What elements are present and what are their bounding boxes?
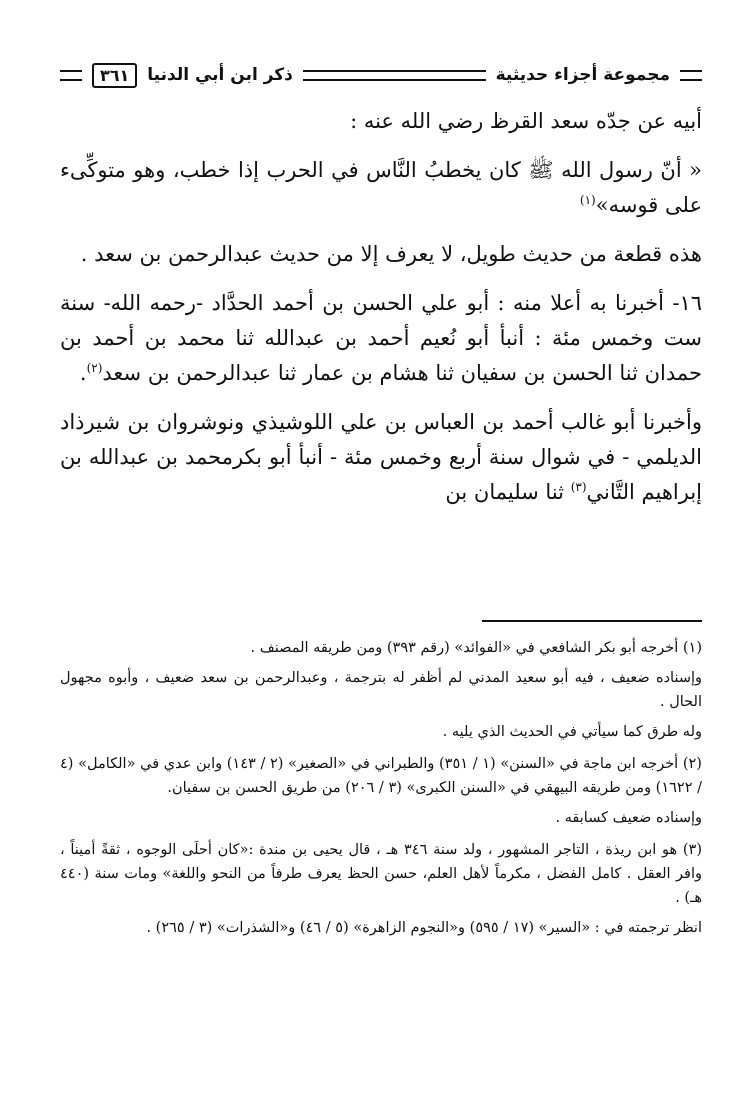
main-text xyxy=(60,104,702,510)
header-rule-right xyxy=(680,70,702,81)
commentary-paragraph: هذه قطعة من حديث طويل، لا يعرف إلا من حديث عبدالرحمن بن سعد . xyxy=(80,242,702,266)
running-header xyxy=(60,58,702,92)
page-number: ٣٦١ xyxy=(92,63,137,88)
footnote-item: وإسناده ضعيف ، فيه أبو سعيد المدني لم أظفر له بترجمة ، وعبدالرحمن بن سعد ضعيف ، وأبوه مجهول الحال . xyxy=(60,670,702,710)
hadith-quote xyxy=(60,153,702,223)
period: . xyxy=(79,361,87,385)
text-line: أبيه عن جدّه سعد القرظ رضي الله عنه : xyxy=(350,109,702,133)
chapter-title: ذكر ابن أبي الدنيا xyxy=(147,65,293,85)
hadith-quote-text: « أنّ رسول الله ﷺ كان يخطبُ النَّاس في الحرب إذا خطب، وهو متوكِّىء على قوسه» xyxy=(60,158,702,217)
footnote-ref-1: (١) xyxy=(579,193,596,207)
footnote-divider xyxy=(482,620,702,622)
hadith-16-paragraph xyxy=(60,286,702,391)
chain-continuation: ثنا سليمان بن xyxy=(445,480,564,504)
footnote-item: وله طرق كما سيأتي في الحديث الذي يليه . xyxy=(442,724,702,740)
chain-paragraph xyxy=(60,405,702,510)
footnote-ref-3: (٣) xyxy=(570,480,587,494)
header-rule-left xyxy=(60,70,82,81)
footnote-item: انظر ترجمته في : «السير» (١٧ / ٥٩٥) و«النجوم الزاهرة» (٥ / ٤٦) و«الشذرات» (٣ / ٢٦٥) . xyxy=(146,920,702,936)
footnote-item: (١) أخرجه أبو بكر الشافعي في «الفوائد» (رقم ٣٩٣) ومن طريقه المصنف . xyxy=(250,640,702,656)
footnote-item: (٢) أخرجه ابن ماجة في «السنن» (١ / ٣٥١) والطبراني في «الصغير» (٢ / ١٤٣) وابن عدي في «الكامل» (٤ / ١٦٢٢) ومن طريقه البيهقي في «السنن الكبرى» (٣ / ٢٠٦) من طريق الحسن بن سفيان. xyxy=(60,756,702,796)
header-rule-middle xyxy=(303,70,486,81)
footnote-item: (٣) هو ابن ريذة ، التاجر المشهور ، ولد سنة ٣٤٦ هـ ، قال يحيى بن مندة :«كان أحلَى الوجوه ، ثقةً أميناً ، وافر العقل . كامل الفضل ، مكرماً لأهل العلم، حسن الحظ يعرف طرفاً من النحو واللغة» ومات سنة (٤٤٠ هـ) . xyxy=(60,842,702,906)
hadith-16-text: ١٦- أخبرنا به أعلا منه : أبو علي الحسن بن أحمد الحدَّاد -رحمه الله- سنة ست وخمس مئة : أنبأ أبو نُعيم أحمد بن عبدالله ثنا محمد بن أحمد بن حمدان ثنا الحسن بن سفيان ثنا هشام بن عمار ثنا عبدالرحمن بن سعد xyxy=(60,291,702,385)
chain-text: وأخبرنا أبو غالب أحمد بن العباس بن علي اللوشيذي ونوشروان بن شيرذاد الديلمي - في شوال سنة أربع وخمس مئة - أنبأ أبو بكرمحمد بن عبدالله بن إبراهيم التَّاني xyxy=(60,410,702,504)
book-page xyxy=(60,0,702,1096)
book-title: مجموعة أجزاء حديثية xyxy=(495,65,670,85)
footnotes xyxy=(60,636,702,946)
footnote-ref-2: (٢) xyxy=(86,361,103,375)
footnote-item: وإسناده ضعيف كسابقه . xyxy=(555,810,702,826)
